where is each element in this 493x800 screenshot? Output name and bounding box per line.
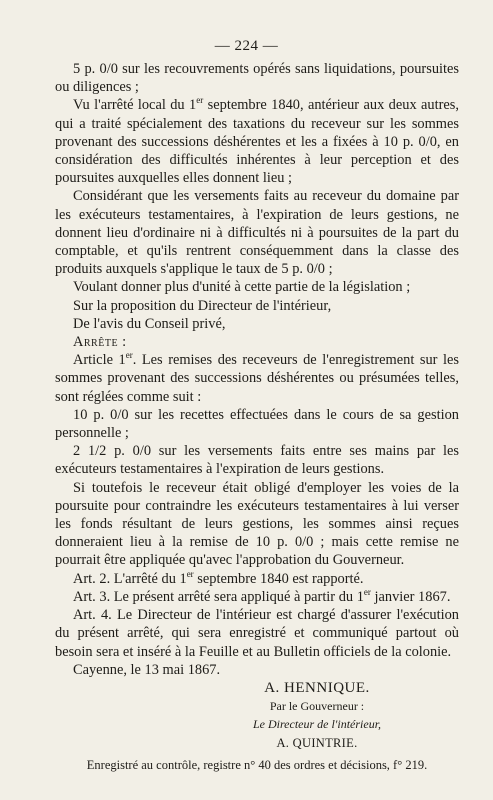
paragraph-vu-arrete: Vu l'arrêté local du 1er septembre 1840, antérieur aux deux autres, qui a traité spécialement des taxations du receveur sur les sommes provenant des successions déshérentes et les a fixées à 10 p. 0/0, en considération des difficultés inhérentes à leur perception et des poursuites auxquelles elles donnent lieu ; <box>55 95 459 187</box>
registration-footer: Enregistré au contrôle, registre n° 40 des ordres et décisions, f° 219. <box>86 757 428 772</box>
paragraph-recouvrements: 5 p. 0/0 sur les recouvrements opérés sans liquidations, poursuites ou diligences ; <box>55 61 459 96</box>
signature-governor: A. HENNIQUE. <box>264 679 370 696</box>
article-1-versements: 2 1/2 p. 0/0 sur les versements faits entre ses mains par les exécuteurs testamentaires à l'expiration de leurs gestions. <box>55 443 459 478</box>
page-number: — 224 — <box>214 38 279 54</box>
arrete-heading: Arrête : <box>73 334 127 351</box>
article-1-recettes: 10 p. 0/0 sur les recettes effectuées dans le cours de sa gestion personnelle ; <box>55 406 459 442</box>
signature-par-gouverneur: Par le Gouverneur : <box>269 699 365 714</box>
document-body <box>55 60 459 774</box>
article-2: Art. 2. L'arrêté du 1er septembre 1840 est rapporté. <box>73 568 364 587</box>
paragraph-voulant: Voulant donner plus d'unité à cette partie de la législation ; <box>73 279 411 296</box>
article-1: Article 1er. Les remises des receveurs de l'enregistrement sur les sommes provenant des successions déshérentes ou présumées telles, sont réglées comme suit : <box>55 350 459 405</box>
article-1-poursuite: Si toutefois le receveur était obligé d'employer les voies de la poursuite pour contraindre les exécuteurs testamentaires à lui verser les fonds résultant de leurs gestions, les sommes ainsi reçues donneraient lieu à la remise de 10 p. 0/0 ; mais cette remise ne pourrait être appliquée qu'avec l'approbation du Gouverneur. <box>55 479 459 569</box>
signature-director-title: Le Directeur de l'intérieur, <box>252 717 382 732</box>
place-date: Cayenne, le 13 mai 1867. <box>73 661 221 678</box>
article-3: Art. 3. Le présent arrêté sera appliqué à partir du 1er janvier 1867. <box>73 587 451 605</box>
signature-director: A. QUINTRIE. <box>276 735 358 750</box>
article-4: Art. 4. Le Directeur de l'intérieur est chargé d'assurer l'exécution du présent arrêté, qui sera enregistré et communiqué partout où besoin sera et inséré à la Feuille et au Bulletin officiels de la colonie. <box>55 607 459 660</box>
paragraph-proposition: Sur la proposition du Directeur de l'intérieur, <box>73 297 332 314</box>
paragraph-considerant: Considérant que les versements faits au receveur du domaine par les exécuteurs testamentaires, à l'expiration de leurs gestions, ne donnent lieu d'ordinaire ni à difficultés ni à poursuites de la part du comptable, et qu'ils rentrent conséquemment dans la classe des produits auxquels s'applique le taux de 5 p. 0/0 ; <box>55 188 459 278</box>
paragraph-avis: De l'avis du Conseil privé, <box>73 315 226 332</box>
